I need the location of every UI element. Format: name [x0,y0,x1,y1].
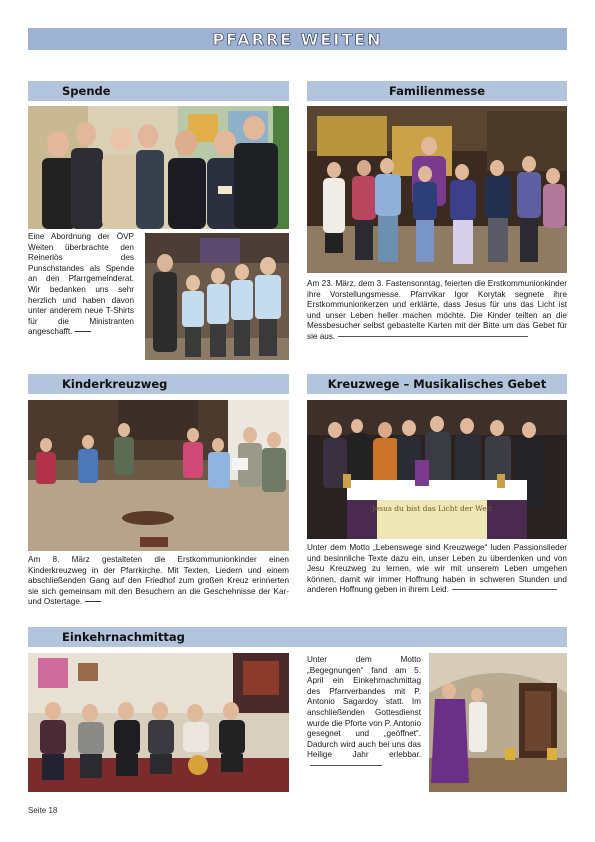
section-header-familienmesse [307,81,567,101]
section-title-spende: Spende [62,84,111,98]
section-header-einkehrnachmittag [28,627,567,647]
section-header-spende [28,81,289,101]
photo-door-blessing [429,653,567,792]
altar-banner-text: Jesus du bist das Licht der Welt [371,504,493,513]
page-number: Seite 18 [28,806,58,815]
section-text-familienmesse: Am 23. März, dem 3. Fastensonntag, feierten die Erstkommunionkinder ihre Vorstellungsmesse. Pfarrvikar Igor Korytak segnete ihre Erstkommunionkerzen und erklärte, dass Jesus für uns das Licht ist und unser Leben heller machen möchte. Die Kinder teilten an die Messbesucher selbst gebastelte Karten mit der Bitte um das Gebet für sie aus. [307,279,567,341]
photo-retreat-group [28,653,289,792]
section-title-kreuzwege: Kreuzwege – Musikalisches Gebet [327,377,547,391]
photo-donation-group [28,106,289,229]
end-rule [452,589,557,590]
section-header-kinderkreuzweg [28,374,289,394]
section-text-kinderkreuzweg: Am 8. März gestalteten die Erstkommunionkinder einen Kinderkreuzweg in der Pfarrkirche. Mit Texten, Liedern und einem abschließenden Gang auf den Friedhof zum großen Kreuz erinnerten sie sich gemeinsam mit den Besuchern an die Geschehnisse der Kar- und Ostertage. [28,555,289,607]
section-text-spende: Eine Abordnung der ÖVP Weiten überbrachte den Reinerlös des Punschstandes als Spende an den Pfarrgemeinderat. Wir bedanken uns sehr herzlich und haben davon unter anderem neue T-Shirts für die Ministranten angeschafft. [28,232,134,337]
end-rule [85,601,101,602]
photo-childrens-stations [28,400,289,551]
section-text-kreuzwege: Unter dem Motto „Lebenswege sind Kreuzwege“ luden Passionslieder und besinnliche Texte dazu ein, unser Leben zu überdenken und von Jesu Kreuzweg zu lernen, wie wir mit unserem Leben umgehen können, damit wir immer Hoffnung haben in schweren Stunden und anderen Hoffnung geben in ihrem Leid. [307,543,567,595]
section-title-kinderkreuzweg: Kinderkreuzweg [62,377,168,391]
photo-family-mass [307,106,567,273]
section-title-familienmesse: Familienmesse [388,84,485,98]
page-title: PFARRE WEITEN [212,29,383,49]
section-text-einkehrnachmittag: Unter dem Motto „Begegnungen“ fand am 5. April ein Einkehrnachmittag des Pfarrverbandes mit P. Antonio Sagardoy statt. Im anschließenden Gottesdienst wurde die Pforte von P. Antonio gesegnet und „geöffnet“. Dadurch wird auch bei uns das Heilige Jahr erlebbar. [307,655,421,772]
photo-musical-prayer-group [307,400,567,539]
photo-ministrants-tshirts [145,233,289,360]
end-rule [75,331,91,332]
end-rule [310,765,382,766]
page-banner [28,28,567,50]
end-rule [338,336,528,337]
section-header-kreuzwege [307,374,567,394]
section-title-einkehrnachmittag: Einkehrnachmittag [62,630,185,644]
